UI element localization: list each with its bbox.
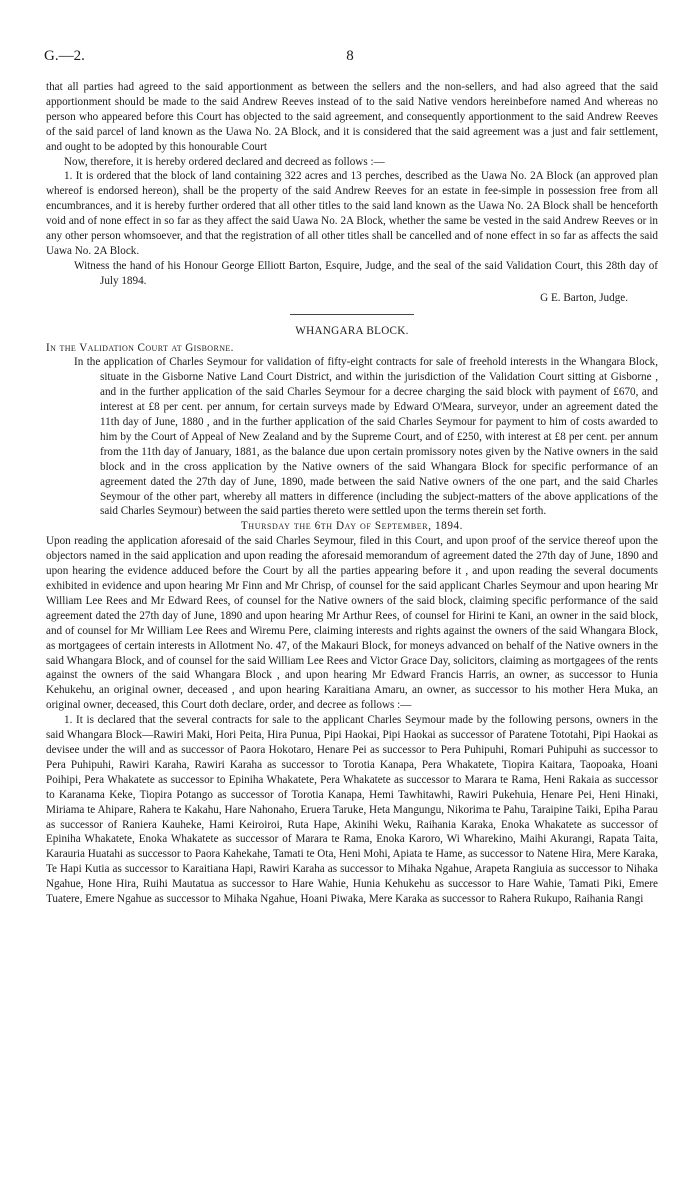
section-heading: WHANGARA BLOCK. [295,324,409,337]
paragraph-application: In the application of Charles Seymour for validation of fifty-eight contracts for sale of freehold interests in the Whangara Block, situate in the Gisborne Native Land Court District, and within the jurisdiction of the Validation Court sitting at Gisborne , and in the further application of the said Charles Seymour for a decree charging the said block with payment of £670, and interest at £8 per cent. per annum, for certain surveys made by Edward O'Meara, surveyor, under an agreement dated the 11th day of June, 1880 , and in the further application of the said Charles Seymour for payment to him of costs awarded to him by the Court of Appeal of New Zealand and by the Supreme Court, and of £250, with interest at £8 per cent. per annum from the 11th day of January, 1881, as the balance due upon certain promissory notes given by the Native owners in the said block and in the cross application by the Native owners of the said Whangara Block for specific performance of an agreement dated the 27th day of June, 1890, made between the said Native owners of the one part, and the said Charles Seymour of the other part, whereby all matters in difference (including the subject-matters of the above applications of the said Charles Seymour) between the said parties thereto were settled upon the terms therein set forth. [74,356,658,518]
paragraph-now-therefore: Now, therefore, it is hereby ordered declared and decreed as follows :— [64,155,385,168]
paragraph-upon-reading: Upon reading the application aforesaid of the said Charles Seymour, filed in this Court, and upon proof of the service thereof upon the objectors named in the said application and upon reading the aforesaid memorandum of agreement dated the 27th day of June, 1890 and upon hearing the evidence adduced before the Court by all the parties appearing before it , and upon reading the several documents exhibited in evidence and upon hearing Mr Finn and Mr Chrisp, of counsel for the said applicant Charles Seymour and upon hearing Mr William Lee Rees and Mr Edward Rees, of counsel for the Native owners of the said block, claiming specific performance of the said agreement dated the 27th day of June, 1890 and upon hearing Mr Arthur Rees, of counsel for Hirini te Kani, an owner in the said block, and of counsel for Mr William Lee Rees and Wiremu Pere, claiming interests and rights against the owners of the said Whangara Block, as mortgagees of certain interests in Allotment No. 47, of the Makauri Block, for moneys advanced on behalf of the Native owners in the said Whangara Block, and of counsel for the said William Lee Rees and Victor Grace Day, solicitors, claiming as mortgagees of the rents against the owners of the said Whangara Block , and upon hearing Mr Edward Francis Harris, an owner, as successor to Hunia Kehukehu, an original owner, deceased , and upon hearing Karaitiana Amaru, an owner, as successor to his mother Hera Muka, an original owner, deceased, this Court doth declare, order, and decree as follows :— [46,535,658,712]
court-line: In the Validation Court at Gisborne. [46,341,234,354]
judge-signature: G E. Barton, Judge. [540,291,628,304]
page-number: 8 [346,48,354,64]
document-reference: G.—2. [44,48,85,64]
date-heading: Thursday the 6th Day of September, 1894. [240,520,464,533]
paragraph-declared-1: 1. It is declared that the several contracts for sale to the applicant Charles Seymour made by the following persons, owners in the said Whangara Block—Rawiri Maki, Hori Peita, Hira Punua, Pipi Haokai, Pipi Haokai as successor of Paratene Tototahi, Pipi Haokai as devisee under the will and as successor of Paora Hokotaro, Henare Pei as successor to Pera Puhipuhi, Romari Puhipuhi as successor to Pera Puhipuhi, Rawiri Karaha, Rawiri Karaha as successor to Torotia Kanapa, Pera Whakatete, Tiopira Kaitara, Taopoaka, Hoani Poihipi, Pera Whakatete as successor to Epiniha Whakatete, Pera Whakatete as successor to Marara te Rama, Heni Rakaia as successor to Karanama Keke, Tiopira Potango as successor of Torotia Kanapa, Hemi Tawhitawhi, Rawiri Pukehuia, Henare Pei, Heni Hinaki, Miriama te Ahipare, Rahera te Kakahu, Hare Nahonaho, Eruera Taruke, Heta Mangungu, Nikorima te Pahu, Taraipine Taiki, Epiha Parau as successor of Raniera Kauheke, Hami Keiroiroi, Ruta Hape, Akinihi Weku, Raihania Karaka, Enoka Whakatete as successor of Epiniha Whakatete, Enoka Whakatete as successor of Marara te Rama, Enoka Karoro, Wi Wharekino, Maihi Akurangi, Rapata Taita, Karauria Huatahi as successor to Paora Kahekahe, Tamati te Ota, Heni Mohi, Apiata te Hame, as successor to Natene Hira, Mere Karaka, Te Hapi Kutia as successor to Karaitiana Hapi, Rawiri Karaha as successor to Mihaka Ngahue, Arapeta Rangiuia as successor to Nihaka Ngahue, Hone Hira, Ruihi Mautatua as successor to Hare Wahie, Hunia Kehukehu as successor to Hare Wahie, Tamati Piki, Emere Tuatere, Emere Ngahue as successor to Mihaka Ngahue, Hoani Piwaka, Mere Karaka as successor to Rahera Rukupo, Raihania Rangi [46,714,658,906]
paragraph-order-1: 1. It is ordered that the block of land containing 322 acres and 13 perches, described as the Uawa No. 2A Block (an approved plan whereof is endorsed hereon), shall be the property of the said Andrew Reeves for an estate in fee-simple in possession free from all encumbrances, and it is hereby further ordered that all other titles to the said land known as the Uawa No. 2A Block shall be henceforth void and of none effect in so far as they affect the said Uawa No. 2A Block, whether the same be vested in the said Andrew Reeves or in any other person whomsoever, and that the registration of all other titles shall be cancelled and of none effect in so far as affects the said Uawa No. 2A Block. [46,170,658,257]
paragraph-continuation: that all parties had agreed to the said apportionment as between the sellers and the non-sellers, and had also agreed that the said apportionment should be made to the said Andrew Reeves instead of to the said Native vendors hereinbefore named And whereas no person who appeared before this Court has objected to the said agreement, and consequently apportionment to the said Andrew Reeves of the said parcel of land known as the Uawa No. 2A Block, and it is considered that the said agreement was a just and fair settlement, and ought to be adopted by this honourable Court [46,81,658,153]
page-header [44,48,656,68]
paragraph-witness: Witness the hand of his Honour George Elliott Barton, Esquire, Judge, and the seal of the said Validation Court, this 28th day of July 1894. [74,259,658,287]
document-body [46,80,658,907]
section-divider [290,314,414,315]
